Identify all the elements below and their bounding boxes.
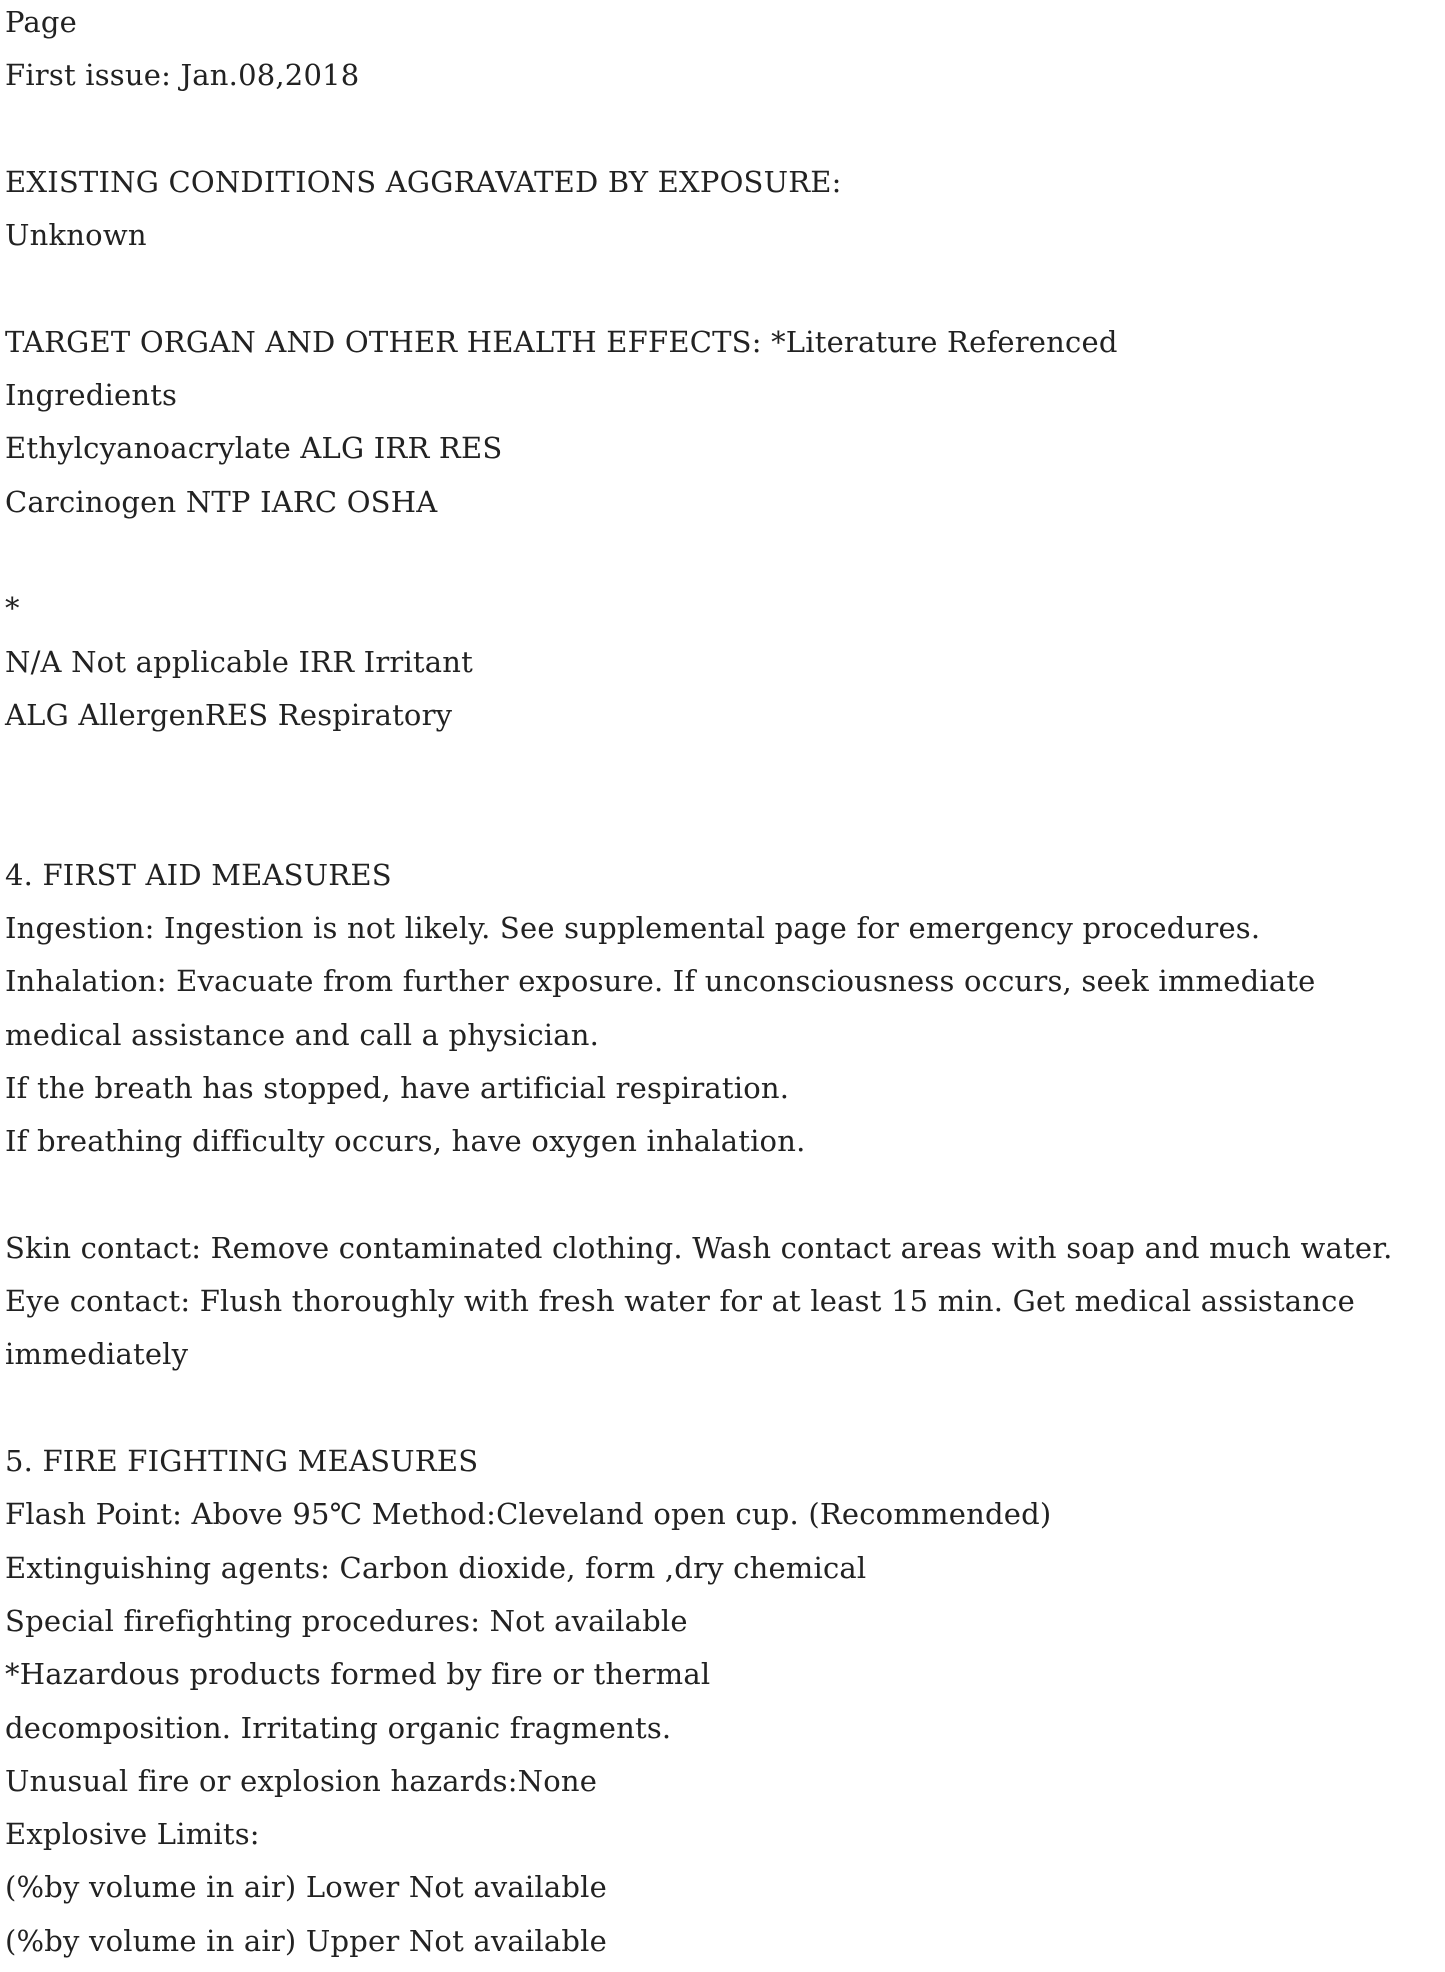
first-aid-line: If the breath has stopped, have artificial respiration.	[5, 1070, 790, 1105]
first-aid-line: If breathing difficulty occurs, have oxygen inhalation.	[5, 1124, 806, 1159]
target-organ-line: Ethylcyanoacrylate ALG IRR RES	[5, 431, 503, 466]
first-issue-date: First issue: Jan.08,2018	[5, 58, 360, 93]
legend-line: ALG AllergenRES Respiratory	[5, 697, 453, 732]
spacer	[5, 107, 1440, 160]
fire-fighting-line: Unusual fire or explosion hazards:None	[5, 1763, 598, 1798]
spacer	[5, 1386, 1440, 1439]
fire-fighting-heading: 5. FIRE FIGHTING MEASURES	[5, 1444, 479, 1479]
footnote-marker: *	[5, 591, 20, 626]
first-aid-line: Inhalation: Evacuate from further exposure. If unconsciousness occurs, seek immediate	[5, 964, 1316, 999]
spacer	[5, 799, 1440, 852]
legend-line: N/A Not applicable IRR Irritant	[5, 644, 474, 679]
first-aid-line: medical assistance and call a physician.	[5, 1017, 600, 1052]
spacer	[5, 266, 1440, 319]
spacer	[5, 1173, 1440, 1226]
first-aid-line: Skin contact: Remove contaminated clothing. Wash contact areas with soap and much water.	[5, 1230, 1393, 1265]
existing-conditions-value: Unknown	[5, 218, 147, 253]
fire-fighting-line: Explosive Limits:	[5, 1817, 260, 1852]
fire-fighting-line: decomposition. Irritating organic fragments.	[5, 1710, 672, 1745]
document-page	[5, 0, 1440, 1972]
target-organ-line: Carcinogen NTP IARC OSHA	[5, 484, 438, 519]
fire-fighting-line: *Hazardous products formed by fire or thermal	[5, 1657, 711, 1692]
existing-conditions-heading: EXISTING CONDITIONS AGGRAVATED BY EXPOSURE:	[5, 164, 842, 199]
first-aid-line: immediately	[5, 1337, 189, 1372]
target-organ-heading: TARGET ORGAN AND OTHER HEALTH EFFECTS: *Literature Referenced	[5, 324, 1118, 359]
first-aid-line: Eye contact: Flush thoroughly with fresh water for at least 15 min. Get medical assistance	[5, 1284, 1355, 1319]
spacer	[5, 746, 1440, 799]
page-label: Page	[5, 5, 78, 39]
first-aid-heading: 4. FIRST AID MEASURES	[5, 857, 392, 892]
first-aid-line: Ingestion: Ingestion is not likely. See supplemental page for emergency procedures.	[5, 911, 1261, 946]
target-organ-line: Ingredients	[5, 378, 178, 413]
fire-fighting-line: Flash Point: Above 95℃ Method:Cleveland open cup. (Recommended)	[5, 1497, 1052, 1532]
fire-fighting-line: Extinguishing agents: Carbon dioxide, form ,dry chemical	[5, 1550, 867, 1585]
spacer	[5, 533, 1440, 586]
fire-fighting-line: Special firefighting procedures: Not available	[5, 1603, 688, 1638]
fire-fighting-line: (%by volume in air) Upper Not available	[5, 1923, 607, 1958]
fire-fighting-line: (%by volume in air) Lower Not available	[5, 1870, 607, 1905]
